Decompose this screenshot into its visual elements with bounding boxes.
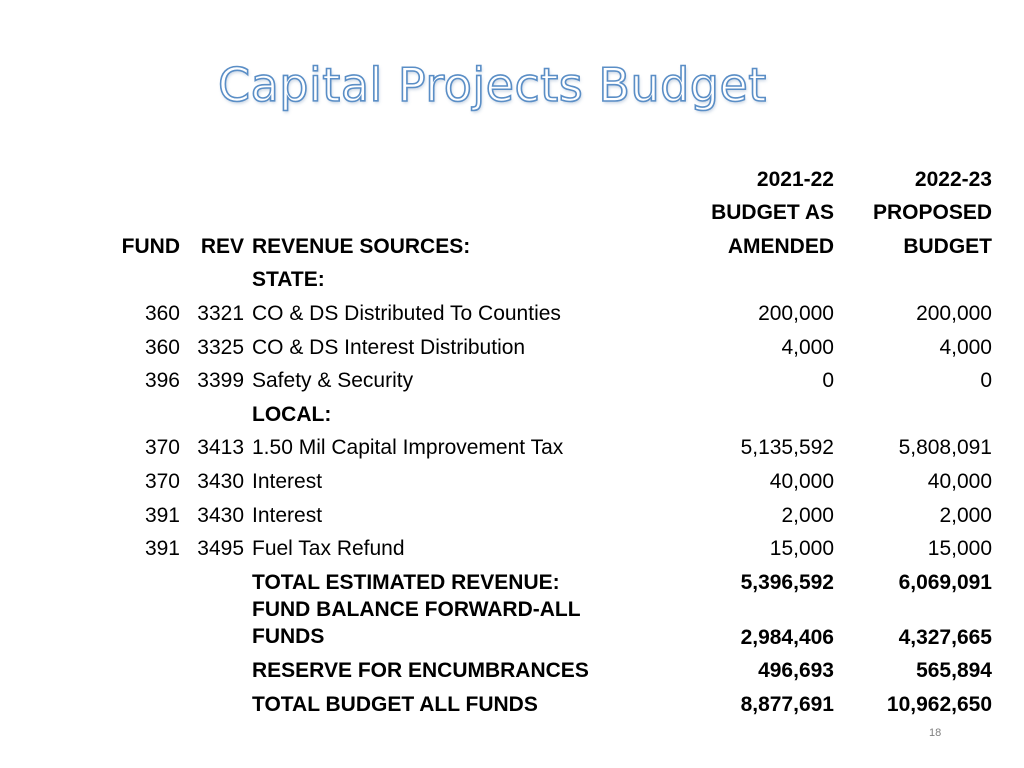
col2-header-year: 2022-23 <box>914 167 992 191</box>
amended-cell: 2,000 <box>781 503 834 527</box>
fund-cell: 391 <box>144 537 180 561</box>
total-budget-all-funds-row <box>108 683 992 717</box>
total-estimated-revenue-label: TOTAL ESTIMATED REVENUE: <box>252 570 560 594</box>
header-row-2 <box>108 192 992 226</box>
budget-table <box>108 158 992 717</box>
table-row <box>108 494 992 528</box>
description-cell: Safety & Security <box>252 369 414 393</box>
table-row <box>108 326 992 360</box>
fund-cell: 360 <box>144 301 180 325</box>
fund-balance-forward-label-line1: FUND BALANCE FORWARD-ALL <box>252 597 581 621</box>
proposed-cell: 4,000 <box>939 335 992 359</box>
fund-balance-forward-label-line2: FUNDS <box>252 624 325 648</box>
rev-cell: 3413 <box>197 436 244 460</box>
description-cell: Fuel Tax Refund <box>252 537 405 561</box>
table-row <box>108 460 992 494</box>
rev-cell: 3325 <box>197 335 244 359</box>
table-row <box>108 360 992 394</box>
reserve-for-encumbrances-proposed: 565,894 <box>916 659 992 683</box>
section-row-local <box>108 393 992 427</box>
total-estimated-revenue-proposed: 6,069,091 <box>898 570 992 594</box>
col2-header-line3: BUDGET <box>903 234 992 258</box>
reserve-for-encumbrances-label: RESERVE FOR ENCUMBRANCES <box>252 659 589 683</box>
proposed-cell: 0 <box>980 369 992 393</box>
total-budget-all-funds-amended: 8,877,691 <box>740 692 834 716</box>
page-number: 18 <box>929 727 942 739</box>
header-row-1 <box>108 158 992 192</box>
slide-title: Capital Projects Budget <box>218 58 767 112</box>
rev-column-header: REV <box>200 234 244 258</box>
col1-header-line3: AMENDED <box>727 234 834 258</box>
fund-balance-forward-amended: 2,984,406 <box>740 625 834 649</box>
description-column-header: REVENUE SOURCES: <box>252 234 471 258</box>
proposed-cell: 200,000 <box>916 301 992 325</box>
total-estimated-revenue-amended: 5,396,592 <box>740 570 834 594</box>
section-label-local: LOCAL: <box>252 402 332 426</box>
amended-cell: 5,135,592 <box>740 436 834 460</box>
col1-header-line2: BUDGET AS <box>711 201 834 225</box>
amended-cell: 200,000 <box>758 301 834 325</box>
rev-cell: 3430 <box>197 503 244 527</box>
col1-header-year: 2021-22 <box>756 167 834 191</box>
col2-header-line2: PROPOSED <box>872 201 992 225</box>
table-row <box>108 292 992 326</box>
description-cell: 1.50 Mil Capital Improvement Tax <box>252 436 564 460</box>
fund-cell: 370 <box>144 469 180 493</box>
reserve-for-encumbrances-row <box>108 650 992 684</box>
amended-cell: 4,000 <box>781 335 834 359</box>
description-cell: CO & DS Interest Distribution <box>252 335 526 359</box>
fund-cell: 360 <box>144 335 180 359</box>
fund-balance-forward-row <box>108 595 992 650</box>
rev-cell: 3495 <box>197 537 244 561</box>
total-estimated-revenue-row <box>108 561 992 595</box>
amended-cell: 40,000 <box>769 469 834 493</box>
fund-column-header: FUND <box>121 234 180 258</box>
header-row-3 <box>108 225 992 259</box>
fund-cell: 391 <box>144 503 180 527</box>
amended-cell: 15,000 <box>769 537 834 561</box>
proposed-cell: 5,808,091 <box>898 436 992 460</box>
amended-cell: 0 <box>822 369 834 393</box>
total-budget-all-funds-proposed: 10,962,650 <box>886 692 992 716</box>
description-cell: Interest <box>252 503 323 527</box>
total-budget-all-funds-label: TOTAL BUDGET ALL FUNDS <box>252 692 538 716</box>
table-row <box>108 528 992 562</box>
reserve-for-encumbrances-amended: 496,693 <box>758 659 834 683</box>
rev-cell: 3399 <box>197 369 244 393</box>
proposed-cell: 15,000 <box>927 537 992 561</box>
description-cell: Interest <box>252 469 323 493</box>
fund-cell: 396 <box>144 369 180 393</box>
fund-cell: 370 <box>144 436 180 460</box>
rev-cell: 3430 <box>197 469 244 493</box>
fund-balance-forward-proposed: 4,327,665 <box>898 625 992 649</box>
section-label-state: STATE: <box>252 268 325 292</box>
proposed-cell: 40,000 <box>927 469 992 493</box>
description-cell: CO & DS Distributed To Counties <box>252 301 561 325</box>
section-row-state <box>108 259 992 293</box>
table-row <box>108 427 992 461</box>
proposed-cell: 2,000 <box>939 503 992 527</box>
fund-balance-forward-label <box>244 595 682 650</box>
rev-cell: 3321 <box>197 301 244 325</box>
